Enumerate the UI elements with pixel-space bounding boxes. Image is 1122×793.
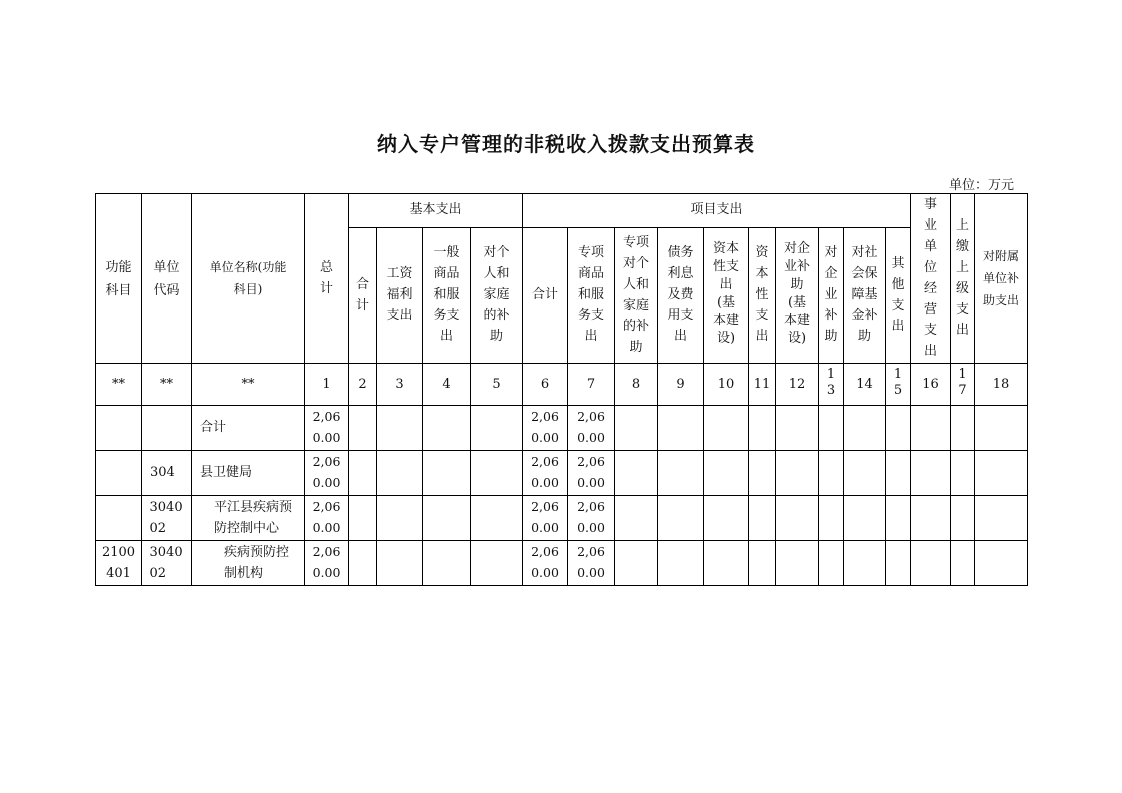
header-basic-total: 合计 (349, 227, 377, 363)
project-goods-cell: 2,060.00 (568, 451, 615, 496)
total-cell: 2,060.00 (305, 451, 349, 496)
index-cell: 7 (568, 364, 615, 406)
header-affiliate-subsidy: 对附属单位补助支出 (975, 194, 1028, 364)
header-unit-name: 单位名称(功能科目) (192, 194, 305, 364)
project-total-cell: 2,060.00 (523, 496, 568, 541)
project-total-cell: 2,060.00 (523, 541, 568, 586)
project-total-cell: 2,060.00 (523, 406, 568, 451)
header-project-expenditure: 项目支出 (523, 194, 911, 228)
index-cell: 9 (658, 364, 704, 406)
func-subject-cell (96, 406, 142, 451)
index-cell: 1 (305, 364, 349, 406)
unit-code-cell: 304002 (142, 496, 192, 541)
total-cell: 2,060.00 (305, 406, 349, 451)
header-upper-expenditure: 上缴上级支出 (951, 194, 975, 364)
header-total: 总计 (305, 194, 349, 364)
header-func-subject: 功能科目 (96, 194, 142, 364)
index-cell: 10 (704, 364, 749, 406)
index-cell: ** (96, 364, 142, 406)
index-cell: 4 (423, 364, 471, 406)
total-cell: 2,060.00 (305, 496, 349, 541)
index-cell: 12 (776, 364, 819, 406)
index-cell: 14 (844, 364, 886, 406)
index-cell: 15 (886, 364, 911, 406)
index-cell: ** (142, 364, 192, 406)
index-cell: 5 (471, 364, 523, 406)
unit-name-cell: 县卫健局 (192, 451, 305, 496)
unit-code-cell (142, 406, 192, 451)
table-row (96, 541, 1028, 586)
index-cell: 13 (819, 364, 844, 406)
index-cell: 18 (975, 364, 1028, 406)
header-basic-salary: 工资福利支出 (377, 227, 423, 363)
header-basic-expenditure: 基本支出 (349, 194, 523, 228)
header-project-social-security: 对社会保障基金补助 (844, 227, 886, 363)
project-goods-cell: 2,060.00 (568, 541, 615, 586)
budget-table (95, 193, 1028, 586)
index-cell: 11 (749, 364, 776, 406)
index-cell: 16 (911, 364, 951, 406)
func-subject-cell: 2100401 (96, 541, 142, 586)
project-total-cell: 2,060.00 (523, 451, 568, 496)
header-row-1 (96, 194, 1028, 228)
index-cell: ** (192, 364, 305, 406)
unit-code-cell: 304002 (142, 541, 192, 586)
header-project-family: 专项对个人和家庭的补助 (615, 227, 658, 363)
header-project-debt: 债务利息及费用支出 (658, 227, 704, 363)
unit-code-cell: 304 (142, 451, 192, 496)
index-row (96, 364, 1028, 406)
func-subject-cell (96, 496, 142, 541)
total-cell: 2,060.00 (305, 541, 349, 586)
page-title: 纳入专户管理的非税收入拨款支出预算表 (377, 132, 755, 156)
unit-name-cell: 合计 (192, 406, 305, 451)
header-project-capital: 资本性支出 (749, 227, 776, 363)
index-cell: 17 (951, 364, 975, 406)
header-basic-family: 对个人和家庭的补助 (471, 227, 523, 363)
unit-name-cell: 疾病预防控制机构 (192, 541, 305, 586)
table-row (96, 496, 1028, 541)
index-cell: 8 (615, 364, 658, 406)
index-cell: 3 (377, 364, 423, 406)
header-project-capital-construction: 资本性支出(基本建设) (704, 227, 749, 363)
header-project-enterprise: 对企业补助 (819, 227, 844, 363)
header-project-enterprise-construction: 对企业补助(基本建设) (776, 227, 819, 363)
table-row (96, 406, 1028, 451)
header-project-goods: 专项商品和服务支出 (568, 227, 615, 363)
header-unit-code: 单位代码 (142, 194, 192, 364)
index-cell: 2 (349, 364, 377, 406)
unit-name-cell: 平江县疾病预防控制中心 (192, 496, 305, 541)
header-project-total: 合计 (523, 227, 568, 363)
index-cell: 6 (523, 364, 568, 406)
header-project-other: 其他支出 (886, 227, 911, 363)
header-basic-goods: 一般商品和服务支出 (423, 227, 471, 363)
project-goods-cell: 2,060.00 (568, 496, 615, 541)
header-business-expenditure: 事业单位经营支出 (911, 194, 951, 364)
unit-label: 单位：万元 (948, 178, 1014, 193)
table-row (96, 451, 1028, 496)
project-goods-cell: 2,060.00 (568, 406, 615, 451)
func-subject-cell (96, 451, 142, 496)
